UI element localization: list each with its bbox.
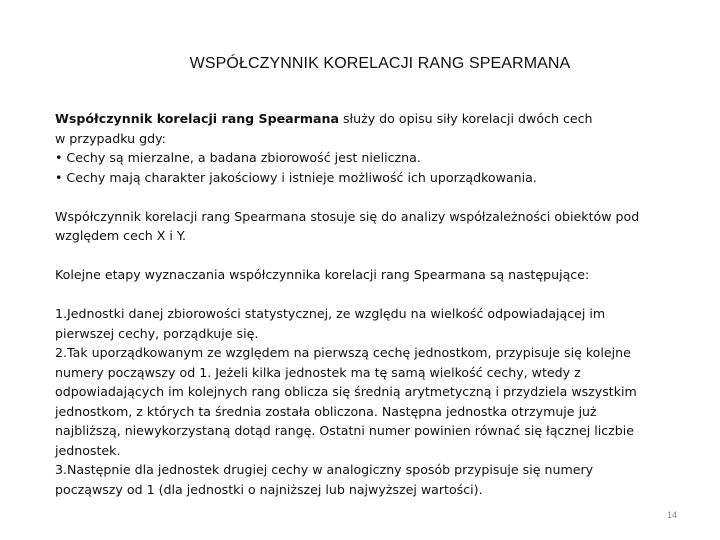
step-2-line: najbliższą, niewykorzystaną dotąd rangę. Ostatni numer powinien równać się łącznej liczbie — [55, 423, 634, 438]
step-1-line: 1.Jednostki danej zbiorowości statystycznej, ze względu na wielkość odpowiadającej im — [55, 306, 606, 321]
step-2-line: jednostek. — [55, 442, 121, 458]
step-2-line: numery począwszy od 1. Jeżeli kilka jednostek ma tę samą wielkość cechy, wtedy z — [55, 364, 581, 380]
spacer — [55, 285, 665, 305]
intro-bold-term: Współczynnik korelacji rang Spearmana — [55, 111, 339, 126]
intro-line-1 — [55, 109, 665, 129]
bullet-item-2: • Cechy mają charakter jakościowy i istnieje możliwość ich uporządkowania. — [55, 169, 537, 185]
slide-content — [55, 109, 665, 499]
page-number: 14 — [666, 510, 677, 520]
steps-intro: Kolejne etapy wyznaczania współczynnika korelacji rang Spearmana są następujące: — [55, 267, 590, 282]
step-2-line: odpowiadających im kolejnych rang oblicza się średnią arytmetyczną i przydziela wszystkim — [55, 384, 637, 399]
intro-line-2: w przypadku gdy: — [55, 130, 166, 146]
usage-line-2: względem cech X i Y. — [55, 228, 187, 243]
bullet-item-1: • Cechy są mierzalne, a badana zbiorowość jest nieliczna. — [55, 150, 421, 165]
step-2-line: 2.Tak uporządkowanym ze względem na pierwszą cechę jednostkom, przypisuje się kolejne — [55, 345, 631, 360]
spacer — [55, 187, 665, 207]
step-3-line: począwszy od 1 (dla jednostki o najniższej lub najwyższej wartości). — [55, 481, 483, 497]
intro-text: służy do opisu siły korelacji dwóch cech — [338, 111, 593, 126]
spacer — [55, 246, 665, 266]
slide-title: WSPÓŁCZYNNIK KORELACJI RANG SPEARMANA — [189, 55, 571, 72]
step-2-line: jednostkom, z których ta średnia została obliczona. Następna jednostka otrzymuje już — [55, 403, 597, 419]
usage-line-1: Współczynnik korelacji rang Spearmana stosuje się do analizy współzależności obiektów pod — [55, 208, 640, 224]
step-1-line: pierwszej cechy, porządkuje się. — [55, 325, 259, 341]
step-3-line: 3.Następnie dla jednostek drugiej cechy w analogiczny sposób przypisuje się numery — [55, 462, 594, 477]
